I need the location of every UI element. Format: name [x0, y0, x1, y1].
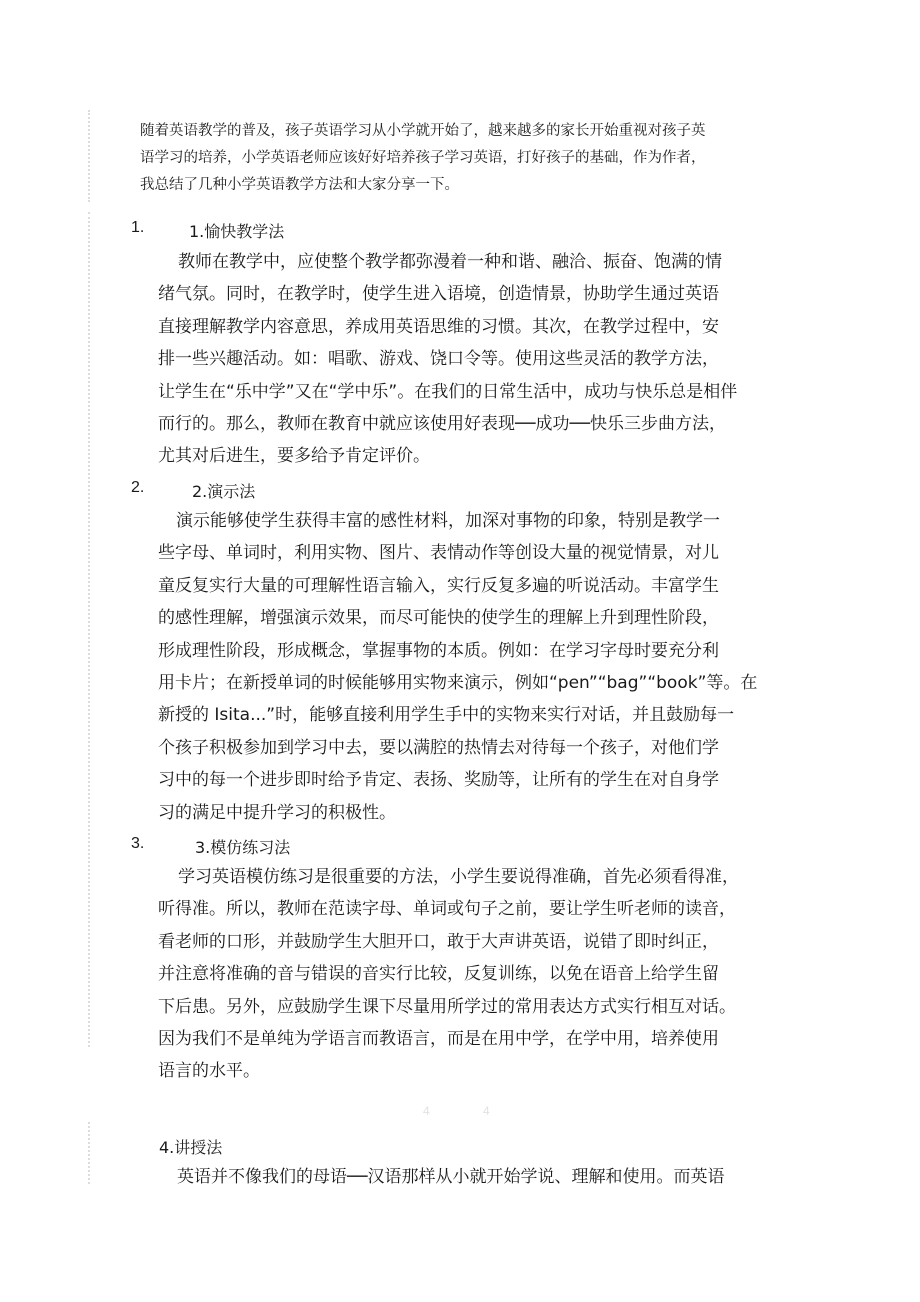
- intro-line: 语学习的培养，小学英语老师应该好好培养孩子学习英语，打好孩子的基础，作为作者，: [140, 150, 706, 166]
- section-paragraph: [158, 1161, 798, 1193]
- paragraph-line: 而行的。那么，教师在教育中就应该使用好表现──成功──快乐三步曲方法，: [158, 414, 726, 435]
- paragraph-line: 下后患。另外，应鼓励学生课下尽量用所学过的常用表达方式实行相互对话。: [158, 996, 736, 1017]
- paragraph-line: 的感性理解，增强演示效果，而尽可能快的使学生的理解上升到理性阶段，: [158, 608, 719, 629]
- paragraph-line: 学习英语模仿练习是很重要的方法，小学生要说得准确，首先必须看得准，: [178, 867, 739, 887]
- paragraph-line: 让学生在“乐中学”又在“学中乐”。在我们的日常生活中，成功与快乐总是相伴: [158, 381, 738, 402]
- paragraph-line: 并注意将准确的音与错误的音实行比较，反复训练，以免在语音上给学生留: [158, 964, 719, 985]
- paragraph-line: 排一些兴趣活动。如：唱歌、游戏、饶口令等。使用这些灵活的教学方法，: [158, 349, 719, 370]
- section-title: 2.演示法: [192, 482, 256, 501]
- section-paragraph: [158, 505, 798, 829]
- paragraph-line: 语言的水平。: [158, 1061, 260, 1082]
- paragraph-line: 个孩子积极参加到学习中去，要以满腔的热情去对待每一个孩子，对他们学: [158, 737, 719, 758]
- paragraph-line: 绪气氛。同时，在教学时，使学生进入语境，创造情景，协助学生通过英语: [158, 284, 719, 305]
- section-title: 4.讲授法: [159, 1138, 223, 1157]
- section-paragraph: [158, 861, 798, 1088]
- section-title: 1.愉快教学法: [189, 222, 285, 241]
- paragraph-line: 听得准。所以，教师在范读字母、单词或句子之前，要让学生听老师的读音，: [158, 899, 736, 920]
- list-number: 1.: [131, 219, 145, 236]
- paragraph-line: 新授的 Isita...”时，能够直接利用学生手中的实物来实行对话，并且鼓励每一: [158, 705, 735, 726]
- page-number: 4: [483, 1104, 490, 1118]
- intro-line: 我总结了几种小学英语教学方法和大家分享一下。: [140, 177, 459, 193]
- paragraph-line: 习的满足中提升学习的积极性。: [158, 802, 396, 823]
- list-number: 2.: [131, 479, 145, 496]
- paragraph-line: 童反复实行大量的可理解性语言输入，实行反复多遍的听说活动。丰富学生: [158, 575, 719, 596]
- intro-paragraph: [140, 118, 790, 199]
- margin-dotted-line: [88, 1122, 90, 1184]
- paragraph-line: 用卡片；在新授单词的时候能够用实物来演示，例如“pen”“bag”“book”等。在: [158, 673, 758, 694]
- intro-line: 随着英语教学的普及，孩子英语学习从小学就开始了，越来越多的家长开始重视对孩子英: [140, 123, 706, 139]
- paragraph-line: 习中的每一个进步即时给予肯定、表扬、奖励等，让所有的学生在对自身学: [158, 770, 719, 791]
- paragraph-line: 直接理解教学内容意思，养成用英语思维的习惯。其次，在教学过程中，安: [158, 316, 719, 337]
- page-number: 4: [423, 1104, 430, 1118]
- margin-dotted-line: [88, 212, 90, 1047]
- paragraph-line: 教师在教学中，应使整个教学都弥漫着一种和谐、融洽、振奋、饱满的情: [178, 252, 722, 272]
- paragraph-line: 形成理性阶段，形成概念，掌握事物的本质。例如：在学习字母时要充分利: [158, 640, 719, 661]
- paragraph-line: 尤其对后进生，要多给予肯定评价。: [158, 446, 430, 467]
- list-number: 3.: [131, 835, 145, 852]
- section-title: 3.模仿练习法: [195, 838, 291, 857]
- paragraph-line: 看老师的口形，并鼓励学生大胆开口，敢于大声讲英语，说错了即时纠正，: [158, 931, 719, 952]
- paragraph-line: 些字母、单词时，利用实物、图片、表情动作等创设大量的视觉情景，对儿: [158, 543, 719, 564]
- section-paragraph: [158, 246, 798, 473]
- paragraph-line: 演示能够使学生获得丰富的感性材料，加深对事物的印象，特别是教学一: [176, 511, 720, 531]
- paragraph-line: 英语并不像我们的母语──汉语那样从小就开始学说、理解和使用。而英语: [177, 1167, 725, 1187]
- margin-dotted-line: [88, 110, 90, 202]
- paragraph-line: 因为我们不是单纯为学语言而教语言，而是在用中学，在学中用，培养使用: [158, 1029, 719, 1050]
